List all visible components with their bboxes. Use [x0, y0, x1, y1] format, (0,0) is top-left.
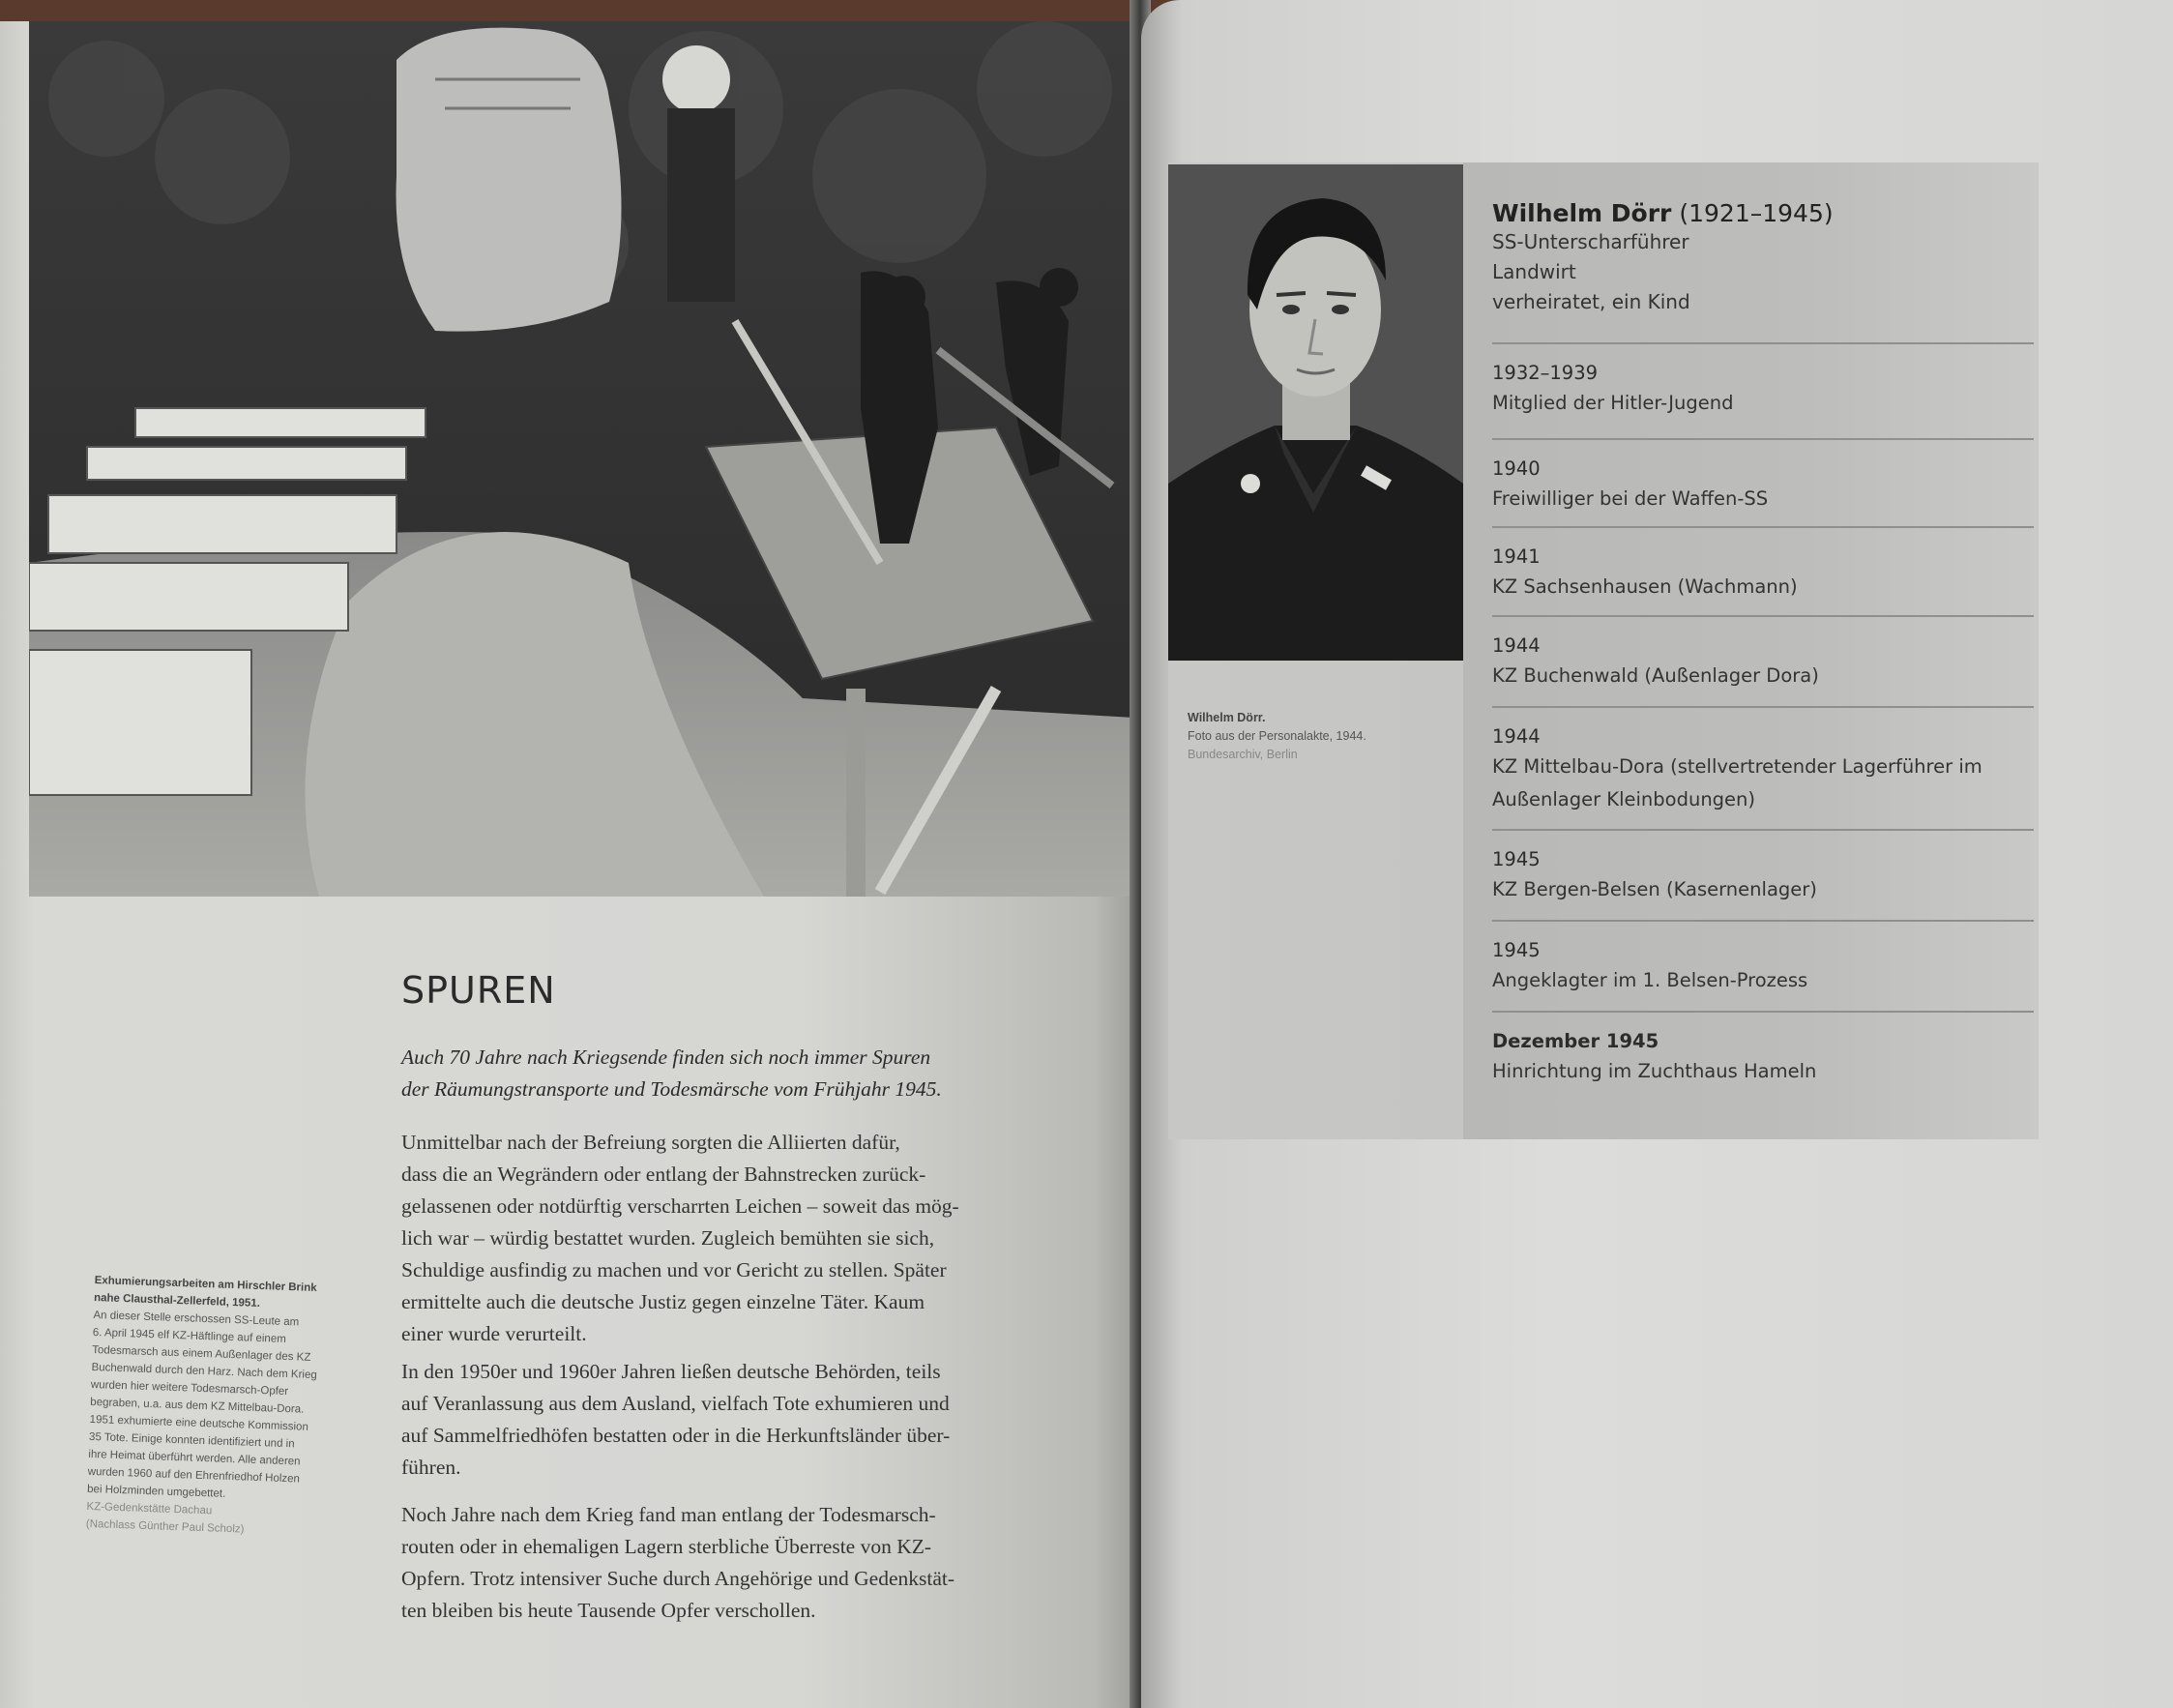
photo-caption-body: An dieser Stelle erschossen SS-Leute am 6. April 1945 elf KZ-Häftlinge auf einem Todesmarsch aus einem Außenlager des KZ Buchenwald durch den Harz. Nach dem Krieg wurden hier weitere Todesmarsch-Opfer begraben, u.a. aus dem KZ Mittelbau-Dora. 1951 exhumierte eine deutsche Kommission 35 Tote. Einige konnten identifiziert und in ihre Heimat überführt werden. Alle anderen wurden 1960 auf den Ehrenfriedhof Holzen bei Holzminden umgebettet. — [86, 1309, 317, 1500]
timeline-text: KZ Buchenwald (Außenlager Dora) — [1492, 664, 1819, 687]
timeline-year: Dezember 1945 — [1492, 1030, 1659, 1052]
left-page — [0, 21, 1139, 1708]
timeline-year: 1944 — [1492, 725, 1541, 748]
timeline-year: 1940 — [1492, 457, 1541, 480]
bio-rank: SS-Unterscharführer — [1492, 230, 1689, 253]
timeline-year: 1932–1939 — [1492, 362, 1599, 384]
timeline-text: Freiwilliger bei der Waffen-SS — [1492, 487, 1769, 510]
timeline-entry — [1492, 438, 2034, 515]
bio-years: (1921–1945) — [1679, 199, 1834, 227]
portrait-caption — [1188, 709, 1458, 764]
portrait-caption-source: Foto aus der Personalakte, 1944. — [1188, 729, 1366, 743]
photo-caption-credit: KZ-Gedenkstätte Dachau (Nachlass Günther Paul Scholz) — [85, 1500, 245, 1536]
timeline-text: KZ Mittelbau-Dora (stellvertretender Lagerführer im Außenlager Kleinbodungen) — [1492, 755, 1982, 810]
body-paragraph-1: Unmittelbar nach der Befreiung sorgten die Alliierten dafür, dass die an Wegrändern oder entlang der Bahnstrecken zurück- gelassenen oder notdürftig verscharrten Leichen – soweit das mög- lich war – würdig bestattet wurden. Zugleich bemühten sie sich, Schuldige ausfindig zu machen und vor Gericht zu stellen. Später ermittelte auch die deutsche Justiz gegen einzelne Täter. Kaum einer wurde verurteilt. — [401, 1131, 959, 1345]
timeline-year: 1944 — [1492, 634, 1541, 657]
timeline-entry — [1492, 829, 2034, 906]
portrait-image — [1168, 164, 1463, 661]
bio-occupation: Landwirt — [1492, 260, 1576, 283]
bio-family: verheiratet, ein Kind — [1492, 290, 1690, 313]
biography-block — [1168, 162, 2039, 1139]
timeline-entry — [1492, 1011, 2034, 1088]
body-paragraph-3: Noch Jahre nach dem Krieg fand man entlang der Todesmarsch- routen oder in ehemaligen Lagern sterbliche Überreste von KZ- Opfern. Trotz intensiver Suche durch Angehörige und Gedenkstät- ten bleiben bis heute Tausende Opfer verschollen. — [401, 1503, 955, 1622]
timeline-text: KZ Sachsenhausen (Wachmann) — [1492, 575, 1798, 598]
timeline-year: 1945 — [1492, 939, 1541, 961]
photo-caption — [86, 1272, 385, 1543]
photo-caption-title: Exhumierungsarbeiten am Hirschler Brink nahe Clausthal-Zellerfeld, 1951. — [93, 1274, 317, 1310]
timeline-entry — [1492, 342, 2034, 420]
timeline-entry — [1492, 706, 2034, 816]
exhumation-photo — [29, 21, 1133, 897]
bio-name: Wilhelm Dörr — [1492, 199, 1672, 227]
bio-name-line — [1492, 199, 1834, 227]
timeline-entry — [1492, 920, 2034, 997]
lead-paragraph: Auch 70 Jahre nach Kriegsende finden sich noch immer Spuren der Räumungstransporte und Todesmärsche vom Frühjahr 1945. — [401, 1045, 942, 1101]
timeline-text: Hinrichtung im Zuchthaus Hameln — [1492, 1060, 1817, 1082]
biography-timeline — [1463, 162, 2039, 1139]
section-title: SPUREN — [401, 969, 556, 1012]
right-page — [1141, 0, 2173, 1708]
exhumation-photo-image — [29, 21, 1133, 897]
timeline-entry — [1492, 526, 2034, 604]
timeline-text: Angeklagter im 1. Belsen-Prozess — [1492, 969, 1808, 991]
timeline-text: Mitglied der Hitler-Jugend — [1492, 392, 1734, 414]
timeline-year: 1945 — [1492, 848, 1541, 870]
portrait-photo — [1168, 164, 1463, 661]
body-paragraph-2: In den 1950er und 1960er Jahren ließen deutsche Behörden, teils auf Veranlassung aus dem Ausland, vielfach Tote exhumieren und auf Sammelfriedhöfen bestatten oder in die Herkunftsländer über- führen. — [401, 1360, 951, 1479]
timeline-year: 1941 — [1492, 545, 1541, 568]
bio-header — [1492, 199, 1834, 317]
portrait-caption-credit: Bundesarchiv, Berlin — [1188, 748, 1298, 761]
timeline-text: KZ Bergen-Belsen (Kasernenlager) — [1492, 878, 1817, 900]
portrait-caption-name: Wilhelm Dörr. — [1188, 711, 1266, 724]
timeline-entry — [1492, 615, 2034, 692]
